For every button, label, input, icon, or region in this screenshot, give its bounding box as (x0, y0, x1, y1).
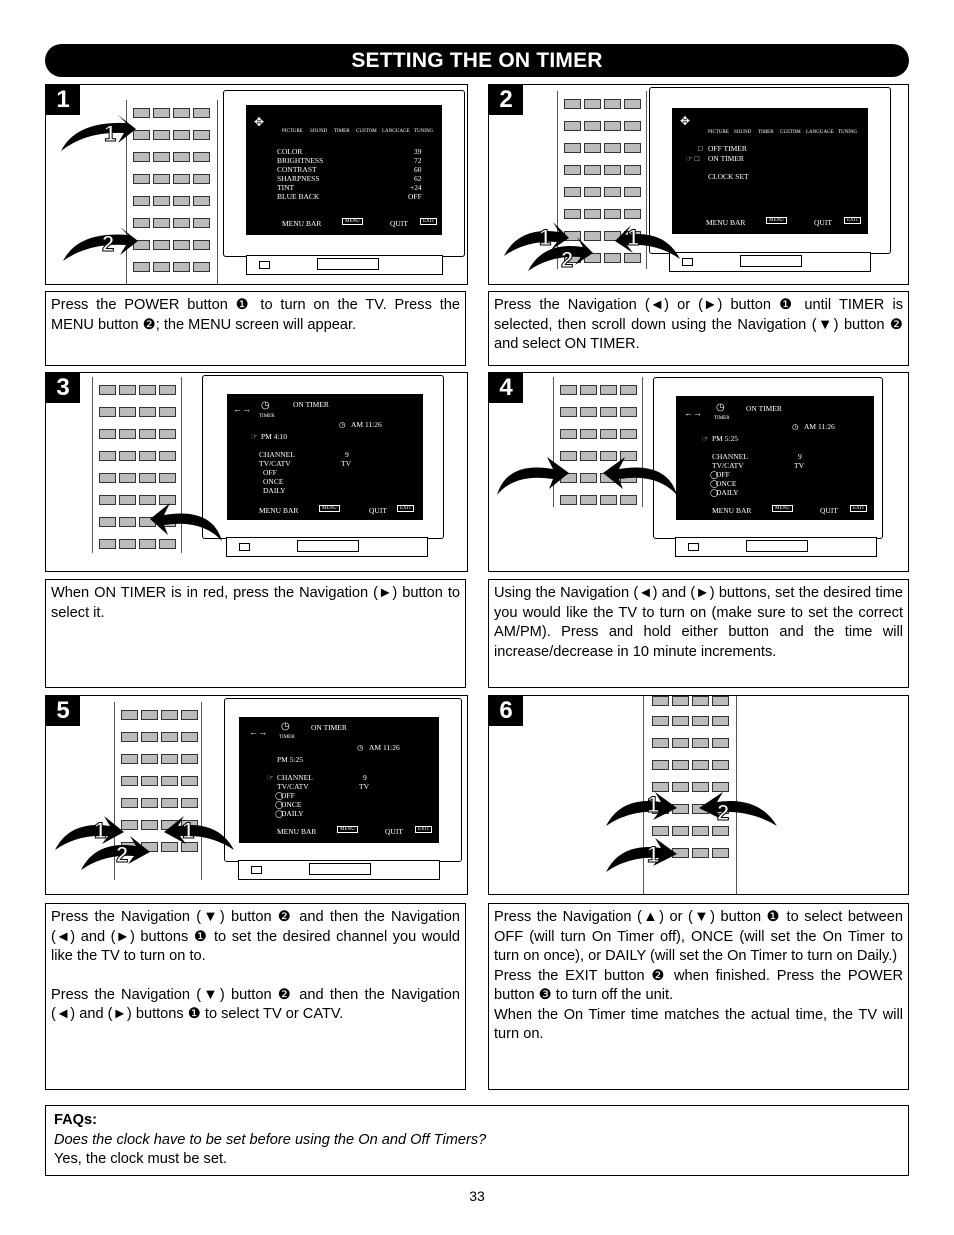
page-number: 33 (469, 1188, 485, 1204)
callout-1: 1 (647, 792, 660, 817)
callout-1: 1 (647, 842, 660, 867)
callout-1: 1 (539, 225, 552, 250)
callout-arrow-up (601, 790, 681, 830)
step-5-text: Press the Navigation (▼) button ❷ and then the Navigation (◄) and (►) buttons ❶ to set the desired channel you would like the TV to turn on to. Press the Navigation (▼) button ❷ and then the Navigation (◄) and (►) buttons ❶ to select TV or CATV. (45, 903, 466, 1090)
callout-2: 2 (116, 842, 129, 867)
callout-1: 1 (627, 225, 640, 250)
faq-answer: Yes, the clock must be set. (54, 1151, 228, 1167)
faq-label: FAQs: (54, 1112, 97, 1128)
step-5-illustration (45, 695, 468, 895)
step-4-text: Using the Navigation (◄) and (►) buttons, set the desired time you would like the TV to turn on (make sure to set the correct AM/PM). Press and hold either button and the time will increase/decrease in 10 minute increments. (488, 579, 909, 688)
tv-base (675, 537, 877, 557)
callout-arrow-down (601, 836, 681, 876)
faq-question: Does the clock have to be set before using the On and Off Timers? (54, 1131, 487, 1148)
menu-screen: ✥ PICTURE SOUND TIMER CUSTOM LANGUAGE TUNING COLOR 39 BRIGHTNESS 72 CONTRAST 60 SHARPNESS 62 TINT +24 BLUE BACK OFF MENU BAR MENU QUIT EXIT (246, 105, 442, 235)
step-number: 3 (46, 373, 80, 403)
step-2-text: Press the Navigation (◄) or (►) button ❶ until TIMER is selected, then scroll down using the Navigation (▼) button ❷ and select ON TIMER. (488, 291, 909, 366)
tv-monitor (653, 377, 883, 539)
callout-arrow-right (146, 501, 226, 545)
tv-monitor (224, 698, 462, 862)
callout-arrow-down (523, 235, 593, 275)
callout-2: 2 (102, 231, 115, 256)
callout-1: 1 (182, 818, 195, 843)
callout-arrow-right (615, 223, 685, 263)
step-number: 4 (489, 373, 523, 403)
callout-arrow-right (601, 455, 681, 499)
step-number: 2 (489, 85, 523, 115)
step-number: 1 (46, 85, 80, 115)
callout-1: 1 (104, 121, 117, 146)
step-3-illustration (45, 372, 468, 572)
timer-menu-screen: ✥ PICTURE SOUND TIMER CUSTOM LANGUAGE TUNING □ OFF TIMER ☞ □ ON TIMER CLOCK SET MENU BAR MENU QUIT EXIT (672, 108, 868, 234)
step-4-illustration (488, 372, 909, 572)
tv-base (238, 860, 440, 880)
step-6-illustration (488, 695, 909, 895)
callout-2: 2 (717, 800, 730, 825)
page-title: SETTING THE ON TIMER (45, 44, 909, 77)
on-timer-screen: ←→ ◷ TIMER ON TIMER ◷ AM 11:26 ☞ PM 5:25 CHANNEL 9 TV/CATV TV ◯ OFF ◯ ONCE ◯ DAILY MENU BAR MENU QUIT EXIT (676, 396, 874, 520)
callout-1: 1 (94, 818, 107, 843)
tv-monitor (649, 87, 891, 254)
callout-arrow-right (162, 814, 238, 854)
step-6-text: Press the Navigation (▲) or (▼) button ❶ to select between OFF (will turn On Timer off), ONCE (will set the On Timer to turn on once), or DAILY (will set the On Timer to turn on Daily.) Press the EXIT button ❷ when finished. Press the POWER button ❸ to turn off the unit. When the On Timer time matches the actual time, the TV will turn on. (488, 903, 909, 1090)
callout-arrow-exit (697, 790, 781, 830)
step-number: 5 (46, 696, 80, 726)
step-number: 6 (489, 696, 523, 726)
callout-arrow-menu (58, 225, 138, 265)
remote-control (126, 100, 218, 284)
tv-monitor (202, 375, 444, 539)
tv-base (669, 252, 871, 272)
faq-box (45, 1105, 909, 1176)
step-3-text: When ON TIMER is in red, press the Navigation (►) button to select it. (45, 579, 466, 688)
callout-arrow-power (56, 113, 136, 153)
tv-monitor (223, 90, 465, 257)
step-1-illustration (45, 84, 468, 285)
step-2-illustration (488, 84, 909, 285)
callout-arrow-down (76, 834, 152, 874)
tv-base (226, 537, 428, 557)
tv-base (246, 255, 443, 275)
callout-arrow-left (491, 455, 571, 499)
on-timer-screen: ←→ ◷ TIMER ON TIMER ◷ AM 11:26 ☞ PM 4:10 CHANNEL 9 TV/CATV TV OFF ONCE DAILY MENU BAR MENU QUIT EXIT (227, 394, 423, 520)
step-1-text: Press the POWER button ❶ to turn on the TV. Press the MENU button ❷; the MENU screen will appear. (45, 291, 466, 366)
callout-2: 2 (561, 247, 574, 272)
on-timer-screen: ←→ ◷ TIMER ON TIMER ◷ AM 11:26 PM 5:25 ☞ CHANNEL 9 TV/CATV TV ◯ OFF ◯ ONCE ◯ DAILY MENU BAR MENU QUIT EXIT (239, 717, 439, 843)
